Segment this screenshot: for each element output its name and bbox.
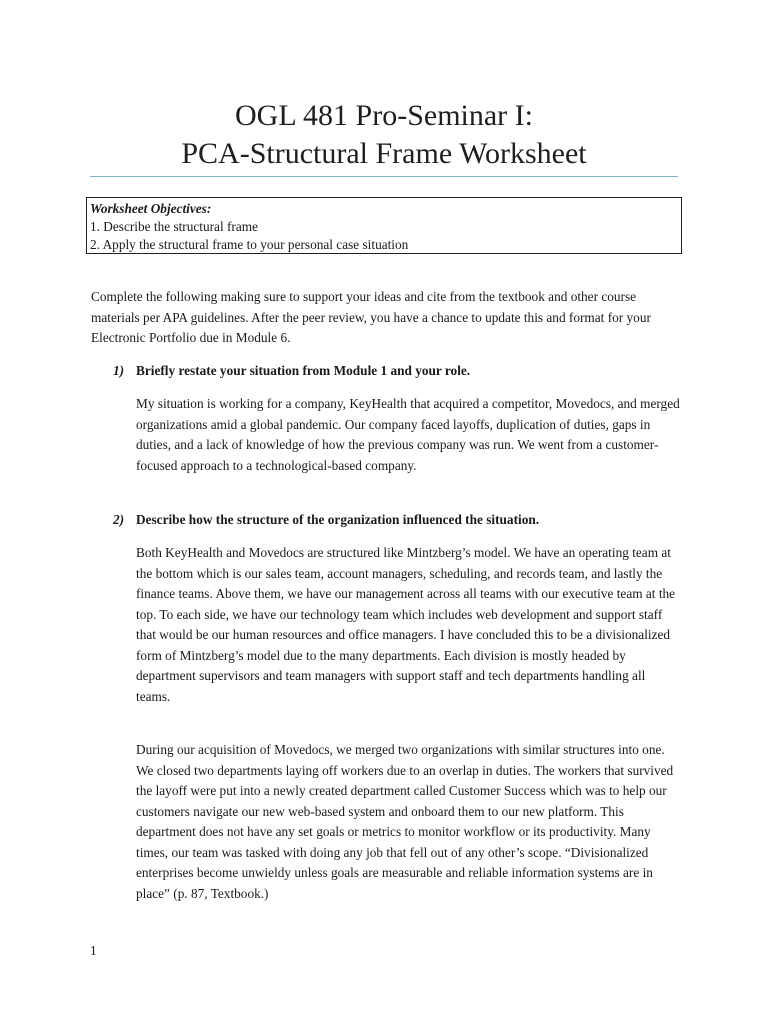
objectives-heading: Worksheet Objectives: bbox=[90, 201, 212, 216]
answer-2-paragraph-2: During our acquisition of Movedocs, we merged two organizations with similar structures into one. We closed two departments laying off workers due to an overlap in duties. The workers that survived the layoff were put into a newly created department called Customer Success which was to help our customers navigate our new web-based system and onboard them to our new platform. This department does not have any set goals or metrics to monitor workflow or its productivity. Many times, our team was tasked with doing any job that fell out of any other’s scope. “Divisionalized enterprises become unwieldy unless goals are measurable and reliable information systems are in place” (p. 87, Textbook.) bbox=[136, 742, 674, 901]
objective-item-2: 2. Apply the structural frame to your personal case situation bbox=[90, 237, 409, 252]
page-number: 1 bbox=[90, 943, 97, 958]
intro-paragraph: Complete the following making sure to support your ideas and cite from the textbook and other course materials per APA guidelines. After the peer review, you have a chance to update this and format for your Electronic Portfolio due in Module 6. bbox=[91, 289, 651, 345]
question-2-number: 2) bbox=[113, 512, 125, 527]
worksheet-objectives-box bbox=[86, 197, 682, 254]
question-1 bbox=[113, 361, 673, 381]
objective-item-1: 1. Describe the structural frame bbox=[90, 219, 258, 234]
question-2-text: Describe how the structure of the organization influenced the situation. bbox=[136, 512, 540, 527]
document-title-line-2: PCA-Structural Frame Worksheet bbox=[181, 137, 587, 170]
document-title-line-1: OGL 481 Pro-Seminar I: bbox=[234, 99, 533, 132]
question-1-text: Briefly restate your situation from Module 1 and your role. bbox=[136, 363, 471, 378]
question-1-number: 1) bbox=[113, 363, 125, 378]
question-2 bbox=[113, 510, 673, 530]
title-divider bbox=[90, 176, 678, 177]
answer-2-paragraph-1: Both KeyHealth and Movedocs are structured like Mintzberg’s model. We have an operating team at the bottom which is our sales team, account managers, scheduling, and records team, and lastly the finance teams. Above them, we have our management across all teams with our executive team at the top. To each side, we have our technology team which includes web development and support staff that would be our human resources and office managers. I have concluded this to be a divisionalized form of Mintzberg’s model due to the many departments. Each division is mostly headed by department supervisors and team managers with support staff and tech departments handling all teams. bbox=[136, 545, 676, 704]
answer-1-paragraph: My situation is working for a company, KeyHealth that acquired a competitor, Movedocs, and merged organizations amid a global pandemic. Our company faced layoffs, duplication of duties, gaps in duties, and a lack of knowledge of how the previous company was run. We went from a customer-focused approach to a technological-based company. bbox=[136, 396, 680, 473]
